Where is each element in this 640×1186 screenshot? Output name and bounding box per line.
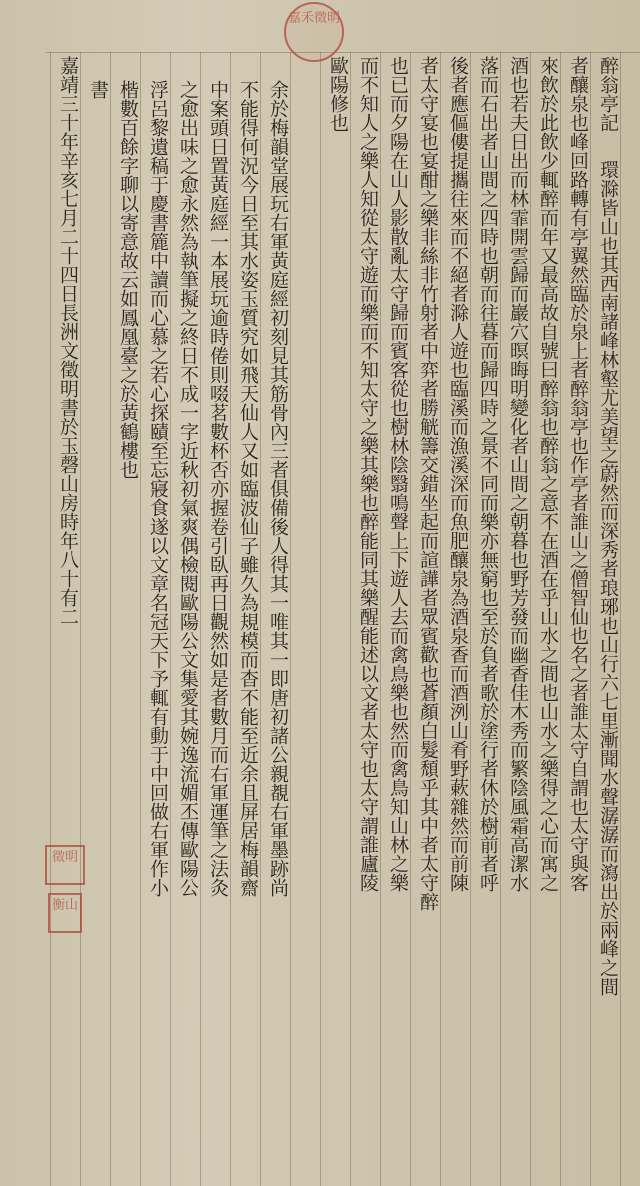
grid-line — [410, 52, 411, 1186]
afterword-column: 不能得何況今日至其水姿玉質究如飛天仙人又如臨波仙子雖久為規模而杳不能至近余且屏居梅韻齋 — [237, 80, 259, 897]
grid-line — [620, 52, 621, 1186]
essay-column: 酒也若夫日出而林霏開雲歸而巖穴暝晦明變化者山間之朝暮也野芳發而幽香佳木秀而繁陰風霜高潔水 — [507, 56, 529, 892]
grid-line — [140, 52, 141, 1186]
essay-column: 而不知人之樂人知從太守遊而樂而不知太守之樂其樂也醉能同其樂醒能述以文者太守也太守謂誰廬陵 — [357, 56, 379, 892]
grid-line — [290, 52, 291, 1186]
grid-line — [230, 52, 231, 1186]
round-seal — [284, 2, 344, 62]
afterword-column: 楷數百餘字聊以寄意故云如鳳凰臺之於黃鶴樓也 — [117, 80, 139, 479]
essay-column: 者釀泉也峰回路轉有亭翼然臨於泉上者醉翁亭也作亭者誰山之僧智仙也名之者誰太守自謂也太守與客 — [567, 56, 589, 892]
afterword-column: 之愈出味之愈永然為執筆擬之終日不成一字近秋初氣爽偶檢閱歐陽公文集愛其婉逸流媚丕傳歐陽公 — [177, 80, 199, 897]
grid-line — [260, 52, 261, 1186]
grid-line — [200, 52, 201, 1186]
grid-line — [500, 52, 501, 1186]
essay-column: 來飲於此飲少輒醉而年又最高故自號曰醉翁也醉翁之意不在酒在乎山水之間也山水之樂得之心而寓之 — [537, 56, 559, 892]
top-rule — [46, 52, 640, 53]
grid-line — [80, 52, 81, 1186]
essay-title: 醉翁亭記 — [597, 56, 619, 132]
essay-column: 歐陽修也 — [327, 56, 349, 132]
grid-line — [560, 52, 561, 1186]
grid-line — [110, 52, 111, 1186]
colophon-line: 嘉靖三十年辛亥七月二十四日長洲文徵明書於玉磬山房時年八十有二 — [57, 56, 79, 626]
grid-line — [170, 52, 171, 1186]
afterword-column: 余於梅韻堂展玩右軍黃庭經初刻見其筋骨內三者俱備後人得其一唯其一即唐初諸公親覩右軍墨跡尚 — [267, 80, 289, 897]
grid-line — [320, 52, 321, 1186]
afterword-column: 中案頭日置黃庭經一本展玩逾時倦則啜茗數杯否亦握卷引臥再日觀然如是者數月而右軍運筆之法灸 — [207, 80, 229, 897]
essay-column: 環滁皆山也其西南諸峰林壑尤美望之蔚然而深秀者琅琊也山行六七里漸聞水聲潺潺而瀉出於兩峰之間 — [597, 160, 619, 996]
essay-column: 後者應傴僂提攜往來而不絕者滁人遊也臨溪而漁溪深而魚肥釀泉為酒泉香而酒洌山肴野蔌雜然而前陳 — [447, 56, 469, 892]
grid-line — [50, 52, 51, 1186]
square-seal-lower — [48, 893, 82, 933]
seal-text: 徵明 — [51, 850, 78, 865]
essay-column: 落而石出者山間之四時也朝而往暮而歸四時之景不同而樂亦無窮也至於負者歌於塗行者休於樹前者呼 — [477, 56, 499, 892]
grid-line — [470, 52, 471, 1186]
grid-line — [590, 52, 591, 1186]
grid-line — [530, 52, 531, 1186]
afterword-column: 浮呂黎遺稿于慶書簏中讀而心慕之若心探賾至忘寢食遂以文章名冠天下予輒有動于中回做右軍作小 — [147, 80, 169, 897]
essay-column: 也已而夕陽在山人影散亂太守歸而賓客從也樹林陰翳鳴聲上下遊人去而禽鳥樂也然而禽鳥知山林之樂 — [387, 56, 409, 892]
grid-line — [380, 52, 381, 1186]
colophon-heading: 書 — [87, 80, 109, 99]
essay-column: 者太守宴也宴酣之樂非絲非竹射者中弈者勝觥籌交錯坐起而諠譁者眾賓歡也蒼顏白髮頹乎其中者太守醉 — [417, 56, 439, 911]
square-seal-upper — [45, 845, 85, 885]
seal-text: 衡山 — [51, 898, 78, 913]
seal-text: 嘉禾徵明 — [287, 11, 340, 26]
grid-line — [440, 52, 441, 1186]
grid-line — [350, 52, 351, 1186]
